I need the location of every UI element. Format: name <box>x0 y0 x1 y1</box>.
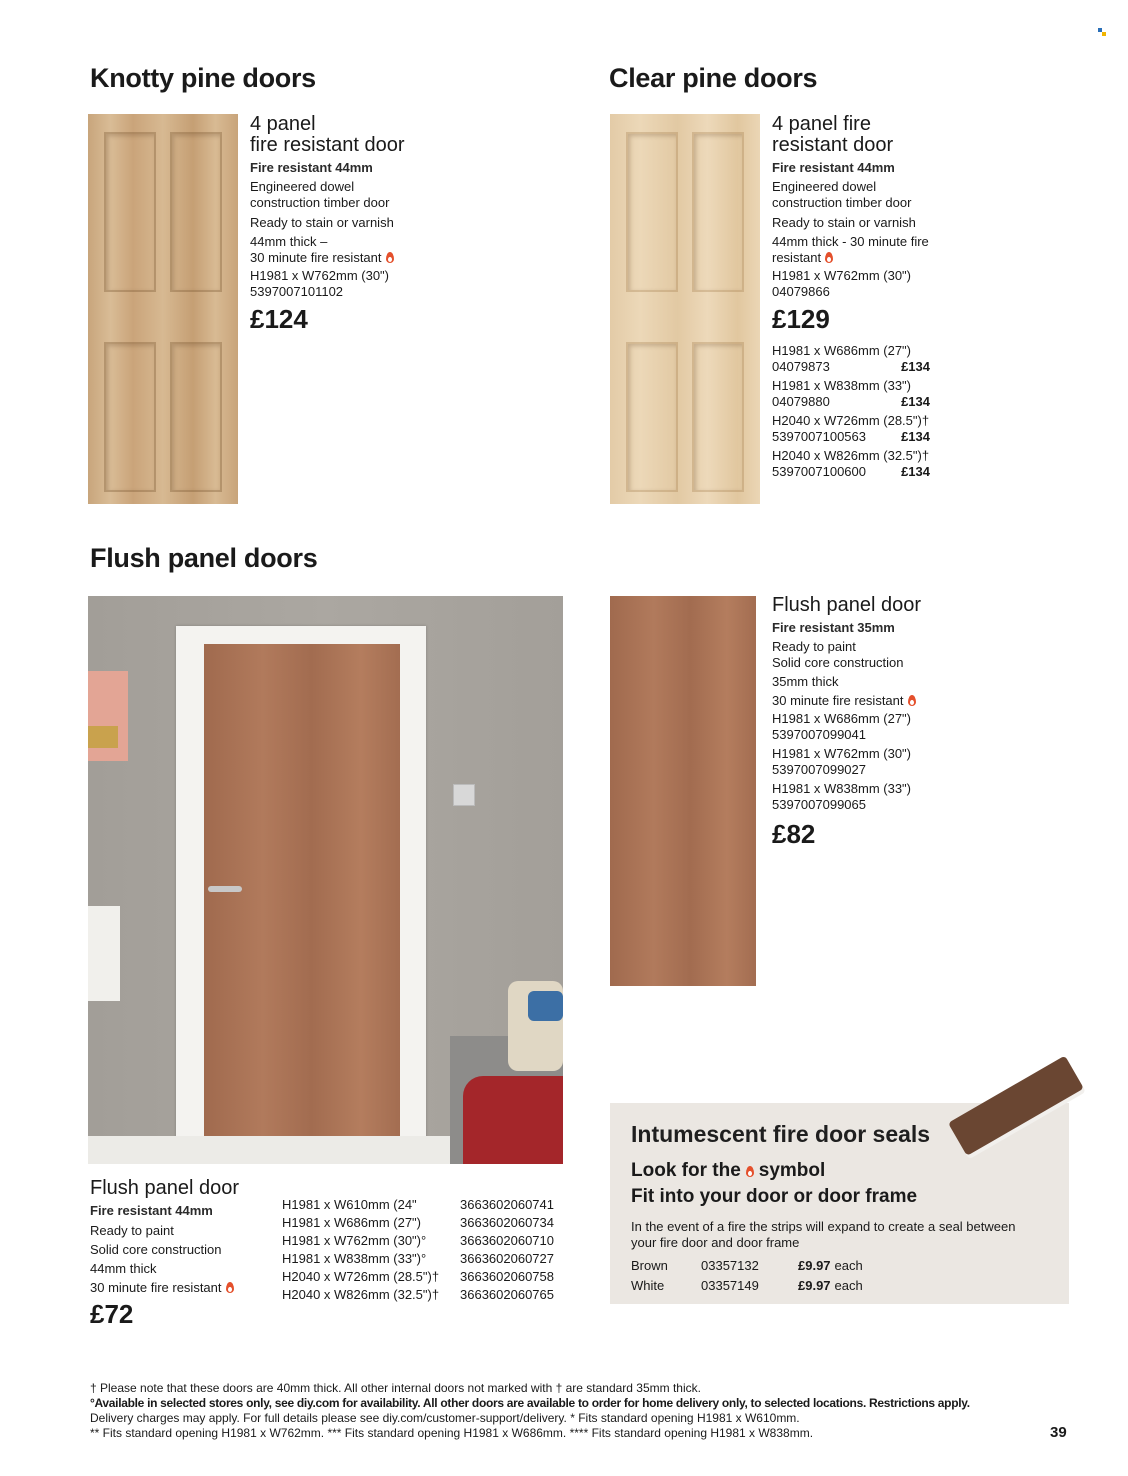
size: H1981 x W610mm (24" <box>282 1197 417 1212</box>
knotty-pine-door-image <box>88 114 238 504</box>
table-row <box>282 1250 572 1268</box>
table-row <box>282 1286 572 1304</box>
spec-line: Ready to stain or varnish <box>772 215 916 230</box>
flame-icon <box>386 252 394 263</box>
size: H1981 x W838mm (33") <box>772 781 911 796</box>
product-title: 4 panel fire <box>772 113 871 135</box>
size: H1981 x W686mm (27") <box>282 1215 421 1230</box>
spec-line: Ready to paint <box>772 639 856 654</box>
table-row <box>282 1232 572 1250</box>
product-code: 3663602060734 <box>460 1215 554 1230</box>
clear-pine-heading: Clear pine doors <box>609 63 818 93</box>
product-title: 4 panel <box>250 113 316 135</box>
variant-price: £134 <box>901 394 930 409</box>
size: H1981 x W762mm (30") <box>772 746 911 761</box>
price: £124 <box>250 304 308 334</box>
variant-code: 5397007100563 <box>772 429 866 444</box>
spec-line: Ready to stain or varnish <box>250 215 394 230</box>
fire-rating: Fire resistant 35mm <box>772 620 895 635</box>
variant-code: 5397007100600 <box>772 464 866 479</box>
product-code: 03357132 <box>701 1258 759 1273</box>
size: H1981 x W762mm (30") <box>772 268 911 283</box>
product-code: 04079866 <box>772 284 830 299</box>
fire-rating: Fire resistant 44mm <box>90 1203 213 1218</box>
flush-panel-heading: Flush panel doors <box>90 543 318 573</box>
variant-price: £134 <box>901 464 930 479</box>
fire-door-seals-panel <box>610 1103 1069 1304</box>
seals-heading: Intumescent fire door seals <box>631 1121 931 1147</box>
spec-line: 30 minute fire resistant <box>772 693 1072 709</box>
table-row <box>631 1256 863 1276</box>
variant-code: 04079873 <box>772 359 830 374</box>
seals-table <box>631 1256 863 1296</box>
spec-line: 44mm thick - 30 minute fire <box>772 234 929 249</box>
variant-list <box>772 343 962 480</box>
variant-size: H2040 x W726mm (28.5")† <box>772 413 930 428</box>
table-row <box>631 1276 863 1296</box>
table-row <box>282 1268 572 1286</box>
spec-line: Solid core construction <box>772 655 904 670</box>
flame-icon <box>226 1282 234 1293</box>
colour: White <box>631 1278 665 1293</box>
price: £9.97 <box>798 1258 831 1273</box>
colour: Brown <box>631 1258 668 1273</box>
description: In the event of a fire the strips will expand to create a seal between <box>631 1219 1016 1234</box>
size: H1981 x W762mm (30")° <box>282 1233 427 1248</box>
variant-price: £134 <box>901 359 930 374</box>
spec-line: construction timber door <box>250 195 390 210</box>
product-code: 5397007099041 <box>772 727 866 742</box>
price: £72 <box>90 1299 134 1329</box>
variant-size: H2040 x W826mm (32.5")† <box>772 448 930 463</box>
product-code: 3663602060710 <box>460 1233 554 1248</box>
fire-rating: Fire resistant 44mm <box>250 160 373 175</box>
product-code: 3663602060727 <box>460 1251 554 1266</box>
flush35-product-info <box>772 595 1072 850</box>
product-title: Flush panel door <box>772 594 921 616</box>
price: £82 <box>772 819 816 849</box>
product-code: 3663602060765 <box>460 1287 554 1302</box>
spec-line: Engineered dowel <box>250 179 355 194</box>
variant-price: £134 <box>901 429 930 444</box>
footnote-line: Delivery charges may apply. For full details please see diy.com/customer-support/delivery. * Fits standard opening H1981 x W610mm. <box>90 1411 800 1425</box>
footnote-line: °Available in selected stores only, see diy.com for availability. All other doors are available to order for home delivery only, to selected locations. Restrictions apply. <box>90 1396 970 1410</box>
fire-rating: Fire resistant 44mm <box>772 160 895 175</box>
look-for-symbol: Look for the symbol <box>631 1160 826 1181</box>
flush-door-35mm-image <box>610 596 756 986</box>
variant-size: H1981 x W838mm (33") <box>772 378 911 393</box>
price: £129 <box>772 304 830 334</box>
spec-line: Solid core construction <box>90 1242 222 1257</box>
clear-pine-door-image <box>610 114 760 504</box>
product-code: 3663602060758 <box>460 1269 554 1284</box>
description: your fire door and door frame <box>631 1235 800 1250</box>
variant-size: H1981 x W686mm (27") <box>772 343 911 358</box>
flame-icon <box>825 252 833 263</box>
flame-icon <box>746 1166 754 1177</box>
flush44-product-info <box>90 1178 270 1330</box>
seal-strip-image <box>948 1056 1084 1156</box>
size: H1981 x W838mm (33")° <box>282 1251 427 1266</box>
spec-line: 44mm thick <box>90 1261 157 1276</box>
unit: each <box>834 1258 863 1273</box>
knotty-pine-heading: Knotty pine doors <box>90 63 316 93</box>
corner-mark-icon <box>1098 28 1106 36</box>
flush44-size-table <box>282 1196 572 1304</box>
variant-code: 04079880 <box>772 394 830 409</box>
spec-line: 30 minute fire resistant <box>250 250 550 266</box>
footnote-line: ** Fits standard opening H1981 x W762mm. *** Fits standard opening H1981 x W686mm. **** Fits standard opening H1981 x W838mm. <box>90 1426 814 1440</box>
table-row <box>282 1196 572 1214</box>
spec-line: Ready to paint <box>90 1223 174 1238</box>
product-code: 5397007101102 <box>250 284 344 299</box>
price: £9.97 <box>798 1278 831 1293</box>
unit: each <box>834 1278 863 1293</box>
product-code: 03357149 <box>701 1278 759 1293</box>
room-scene-image <box>88 596 563 1164</box>
product-title: fire resistant door <box>250 134 405 156</box>
fit-note: Fit into your door or door frame <box>631 1186 918 1207</box>
spec-line: 35mm thick <box>772 674 839 689</box>
clear-product-info <box>772 114 1072 480</box>
product-title: Flush panel door <box>90 1177 239 1199</box>
table-row <box>282 1214 572 1232</box>
flame-icon <box>908 695 916 706</box>
page-number: 39 <box>1050 1424 1067 1441</box>
spec-line: 30 minute fire resistant <box>90 1278 270 1297</box>
size: H1981 x W762mm (30") <box>250 268 389 283</box>
product-code: 5397007099027 <box>772 762 866 777</box>
footnotes <box>90 1381 1050 1441</box>
product-code: 5397007099065 <box>772 797 866 812</box>
footnote-line: † Please note that these doors are 40mm thick. All other internal doors not marked with † are standard 35mm thick. <box>90 1381 701 1395</box>
product-title: resistant door <box>772 134 894 156</box>
size: H2040 x W826mm (32.5")† <box>282 1287 440 1302</box>
product-code: 3663602060741 <box>460 1197 554 1212</box>
size: H2040 x W726mm (28.5")† <box>282 1269 440 1284</box>
spec-line: Engineered dowel <box>772 179 877 194</box>
knotty-product-info <box>250 114 550 335</box>
spec-line: resistant <box>772 250 1072 266</box>
size: H1981 x W686mm (27") <box>772 711 911 726</box>
spec-line: construction timber door <box>772 195 912 210</box>
spec-line: 44mm thick – <box>250 234 328 249</box>
